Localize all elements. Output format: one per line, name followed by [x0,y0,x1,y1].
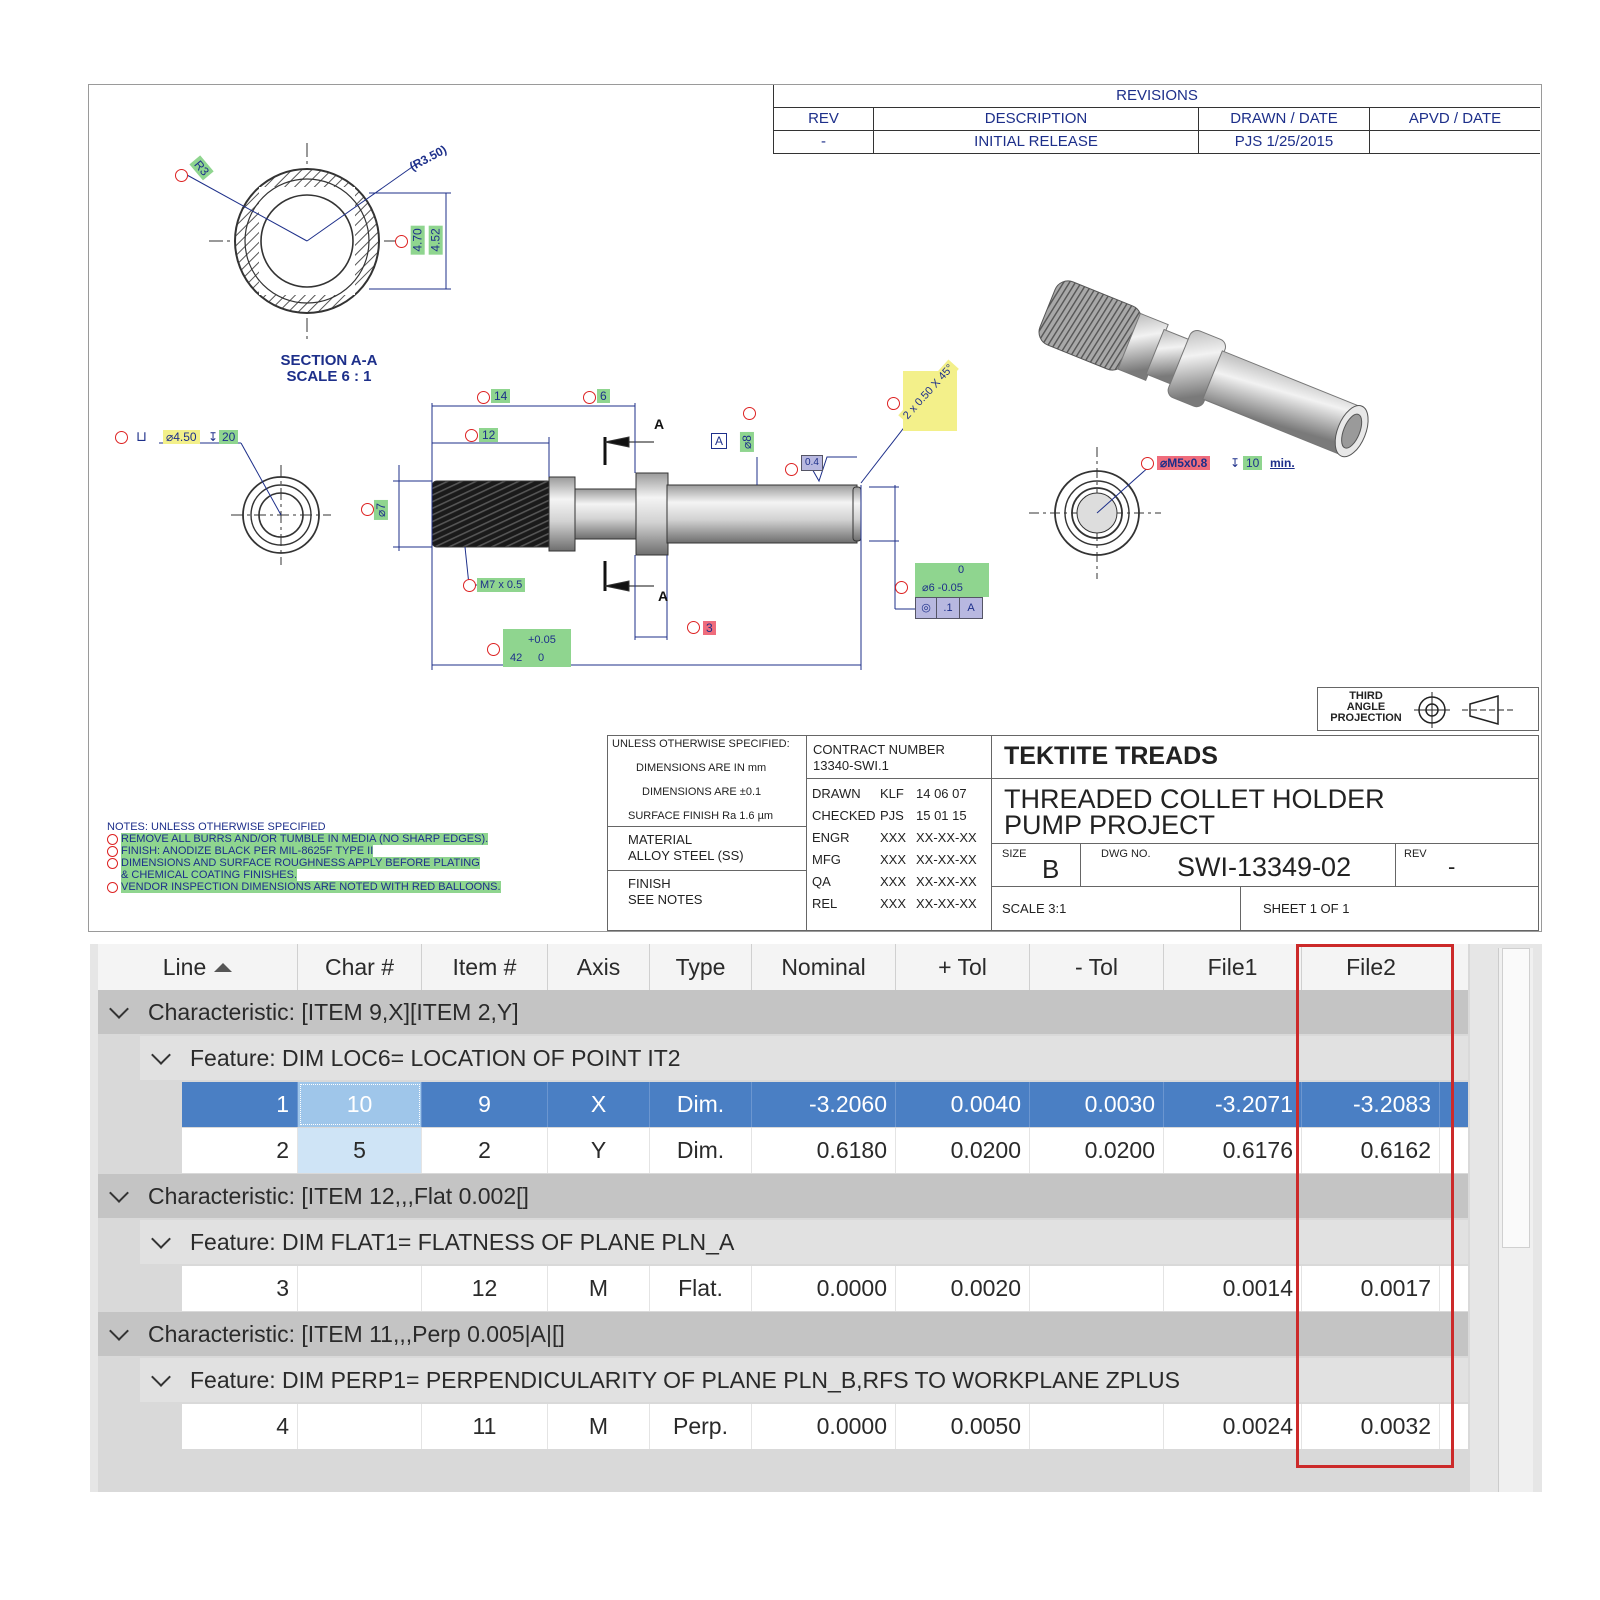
balloon-9 [785,463,798,476]
vertical-scrollbar[interactable] [1498,948,1533,1492]
balloon-8 [743,407,756,420]
dim-14: 14 [491,389,510,403]
balloon-1 [175,169,188,182]
cell-line[interactable]: 3 [182,1266,298,1311]
cell-file2[interactable]: -3.2083 [1302,1082,1440,1127]
cell-type[interactable]: Dim. [650,1082,752,1127]
dwg-no-label: DWG NO. [1101,848,1151,860]
characteristic-label: Characteristic: [ITEM 9,X][ITEM 2,Y] [148,999,519,1025]
chevron-down-icon[interactable] [109,1183,129,1203]
section-title: SECTION A-A [280,352,378,369]
chevron-down-icon[interactable] [109,1321,129,1341]
concentricity-datum: A [967,602,975,614]
scale-value: SCALE 3:1 [1002,901,1067,916]
cell-item[interactable]: 9 [422,1082,548,1127]
cell-nominal[interactable]: 0.6180 [752,1128,896,1173]
approval-role: CHECKED [812,808,876,823]
dims-in-mm: DIMENSIONS ARE IN mm [636,762,767,774]
approval-date: XX-XX-XX [916,852,977,867]
balloon-3 [115,431,128,444]
drawing-title-1: THREADED COLLET HOLDER [1004,784,1385,814]
chevron-down-icon[interactable] [109,999,129,1019]
depth-icon: ↧ [208,430,219,444]
cell-file1[interactable]: 0.6176 [1164,1128,1302,1173]
sheet-value: SHEET 1 OF 1 [1263,901,1350,916]
characteristic-label: Characteristic: [ITEM 11,,,Perp 0.005|A|[] [148,1321,565,1347]
note-line-1: REMOVE ALL BURRS AND/OR TUMBLE IN MEDIA (NO SHARP EDGES). [107,833,501,845]
tolerance-block [607,735,807,931]
title-block [607,735,1539,931]
dim-bore-depth: 20 [219,430,238,444]
note-balloon-icon [107,882,118,893]
size-value: B [1042,854,1060,884]
section-scale: SCALE 6 : 1 [286,368,372,385]
approval-role: ENGR [812,830,850,845]
cell-nominal[interactable]: 0.0000 [752,1266,896,1311]
feature-row-1[interactable] [140,1036,1468,1080]
approval-row [812,849,992,871]
approval-row [812,871,992,893]
table-row[interactable] [182,1404,1468,1449]
rev-header: REV [774,108,874,130]
contract-block [806,735,992,779]
tap-depth-icon: ↧ [1230,456,1241,470]
dims-tolerance: DIMENSIONS ARE ±0.1 [642,786,762,798]
counterbore-icon: ⊔ [136,428,147,444]
dim-r3: R3 [189,155,213,180]
contract-value: 13340-SWI.1 [813,758,889,773]
dim-tap-min: min. [1270,456,1295,470]
dim-d8: ⌀8 [740,432,754,452]
cell-axis[interactable]: Y [548,1128,650,1173]
rev-label: REV [1404,848,1427,860]
material-value: ALLOY STEEL (SS) [628,848,744,863]
cell-char[interactable] [298,1404,422,1449]
cell-axis[interactable]: M [548,1404,650,1449]
balloon-5 [583,391,596,404]
cell-item[interactable]: 2 [422,1128,548,1173]
description-value: INITIAL RELEASE [874,131,1199,153]
approval-role: QA [812,874,831,889]
cell-ptol[interactable]: 0.0200 [896,1128,1030,1173]
concentricity-icon: ◎ [916,598,937,618]
drawing-title-2: PUMP PROJECT [1004,810,1216,840]
dim-chamfer: 2 x 0.50 X 45° [898,359,959,424]
dim-d7: ⌀7 [374,500,388,520]
unless-specified: UNLESS OTHERWISE SPECIFIED: [612,738,790,750]
cell-line[interactable]: 1 [182,1082,298,1127]
approval-role: DRAWN [812,786,861,801]
col-ptol-header[interactable]: + Tol [896,944,1030,990]
balloon-7 [361,503,374,516]
cell-type[interactable]: Dim. [650,1128,752,1173]
cell-file2[interactable]: 0.0017 [1302,1266,1440,1311]
dwg-no-value: SWI-13349-02 [1177,852,1352,882]
table-row[interactable] [182,1082,1468,1127]
approval-role: MFG [812,852,841,867]
col-nominal-header[interactable]: Nominal [752,944,896,990]
feature-label: Feature: DIM PERP1= PERPENDICULARITY OF PLANE PLN_B,RFS TO WORKPLANE ZPLUS [190,1367,1180,1393]
note-line-2: FINISH: ANODIZE BLACK PER MIL-8625F TYPE II [107,845,501,857]
table-row[interactable] [182,1128,1468,1173]
rev-cell [1395,843,1539,887]
dim-470: 4.70 [411,225,425,254]
sheet-cell [1240,886,1539,931]
cell-file1[interactable]: 0.0014 [1164,1266,1302,1311]
balloon-4 [477,391,490,404]
cell-ntol[interactable] [1030,1404,1164,1449]
col-type-header[interactable]: Type [650,944,752,990]
cell-ptol[interactable]: 0.0050 [896,1404,1030,1449]
rev-value: - [774,131,874,153]
feature-label: Feature: DIM FLAT1= FLATNESS OF PLANE PLN_A [190,1229,735,1255]
dim-452: 4.52 [429,225,443,254]
balloon-11 [895,581,908,594]
balloon-15 [1141,457,1154,470]
projection-symbol-icon [1412,690,1532,730]
note-line-4: & CHEMICAL COATING FINISHES. [121,869,298,881]
approval-name: XXX [880,896,907,911]
engineering-drawing [88,84,1542,932]
third-angle-line-2: ANGLE [1346,701,1386,713]
dwg-no-cell [1080,843,1396,887]
dim-12: 12 [479,428,498,442]
rev-value-tb: - [1448,854,1456,879]
drawn-date-header: DRAWN / DATE [1199,108,1370,130]
concentricity-tol: .1 [937,598,960,618]
dim-bore: ⌀4.50 [163,430,200,444]
cell-axis[interactable]: X [548,1082,650,1127]
cell-line[interactable]: 4 [182,1404,298,1449]
size-cell [991,843,1081,887]
section-marker-top: A [654,416,665,432]
feature-row-2[interactable] [140,1220,1468,1264]
characteristic-row-2[interactable] [98,1174,1468,1218]
cell-char[interactable]: 10 [298,1082,422,1127]
drawn-date-value: PJS 1/25/2015 [1199,131,1370,153]
cell-ntol[interactable] [1030,1266,1164,1311]
company-name: TEKTITE TREADS [1004,742,1218,770]
approval-row [812,783,992,805]
cell-ntol[interactable]: 0.0200 [1030,1128,1164,1173]
grid-header [98,944,1468,991]
approval-role: REL [812,896,838,911]
section-a-a-label [229,353,429,385]
dim-d6-tol-top: 0 [958,564,965,576]
cell-ptol[interactable]: 0.0040 [896,1082,1030,1127]
col-ntol-header[interactable]: - Tol [1030,944,1164,990]
approval-name: XXX [880,874,907,889]
comparison-grid [90,944,1542,1492]
cell-axis[interactable]: M [548,1266,650,1311]
characteristic-row-1[interactable] [98,990,1468,1034]
balloon-2 [395,235,408,248]
cell-file2[interactable]: 0.0032 [1302,1404,1440,1449]
balloon-14 [463,579,476,592]
balloon-10 [887,397,900,410]
feature-label: Feature: DIM LOC6= LOCATION OF POINT IT2 [190,1045,681,1071]
balloon-13 [687,621,700,634]
dim-6: 6 [597,389,610,403]
scale-cell [991,886,1241,931]
approval-date: 14 06 07 [916,786,967,801]
approval-name: XXX [880,852,907,867]
approval-name: PJS [880,808,904,823]
approval-date: XX-XX-XX [916,830,977,845]
finish-label: FINISH [628,876,671,891]
drawing-notes [107,821,501,893]
balloon-6 [465,429,478,442]
col-file2-header[interactable]: File2 [1346,954,1396,980]
cell-item[interactable]: 12 [422,1266,548,1311]
third-angle-projection [1317,687,1539,731]
cell-line[interactable]: 2 [182,1128,298,1173]
col-line-header[interactable]: Line [98,944,298,990]
dim-r350: (R3.50) [407,142,449,174]
approval-date: 15 01 15 [916,808,967,823]
chevron-down-icon[interactable] [151,1045,171,1065]
dim-d6-tol: ⌀6 -0.05 [922,582,963,594]
cell-ntol[interactable]: 0.0030 [1030,1082,1164,1127]
col-char-header[interactable]: Char # [298,944,422,990]
title-cell [991,778,1539,844]
apvd-date-header: APVD / DATE [1408,110,1502,127]
note-line-3: DIMENSIONS AND SURFACE ROUGHNESS APPLY BEFORE PLATING [107,857,501,869]
cell-nominal[interactable]: 0.0000 [752,1404,896,1449]
cell-nominal[interactable]: -3.2060 [752,1082,896,1127]
approvals-list [812,783,992,915]
revisions-title: REVISIONS [774,85,1540,108]
material-label: MATERIAL [628,832,693,847]
surface-roughness: 0.4 [801,455,823,471]
datum-a-box: A [711,433,727,449]
approval-row [812,805,992,827]
approval-name: KLF [880,786,904,801]
third-angle-line-1: THIRD [1349,690,1383,702]
cell-file2[interactable]: 0.6162 [1302,1128,1440,1173]
size-label: SIZE [1002,848,1027,860]
dim-42: 42 [510,652,523,664]
cell-file1[interactable]: 0.0024 [1164,1404,1302,1449]
dim-42-tol-top: +0.05 [528,634,556,646]
characteristic-label: Characteristic: [ITEM 12,,,Flat 0.002[] [148,1183,529,1209]
approval-name: XXX [880,830,907,845]
cell-type[interactable]: Flat. [650,1266,752,1311]
note-balloon-icon [107,858,118,869]
dim-tap: ⌀M5x0.8 [1157,456,1210,470]
dim-thread: M7 x 0.5 [477,578,525,592]
cell-type[interactable]: Perp. [650,1404,752,1449]
approval-date: XX-XX-XX [916,874,977,889]
section-marker-bottom: A [658,588,669,604]
approval-row [812,893,992,915]
col-axis-header[interactable]: Axis [548,944,650,990]
finish-value: SEE NOTES [628,892,703,907]
col-file1-header[interactable]: File1 [1164,944,1302,990]
cell-ptol[interactable]: 0.0020 [896,1266,1030,1311]
third-angle-line-3: PROJECTION [1330,712,1402,724]
note-balloon-icon [107,834,118,845]
description-header: DESCRIPTION [874,108,1199,130]
feature-row-3[interactable] [140,1358,1468,1402]
cell-char[interactable] [298,1266,422,1311]
dim-tap-depth: 10 [1243,456,1262,470]
dim-3: 3 [703,621,716,635]
note-line-5: VENDOR INSPECTION DIMENSIONS ARE NOTED WITH RED BALLOONS. [107,881,501,893]
table-row[interactable] [182,1266,1468,1311]
note-balloon-icon [107,846,118,857]
surface-finish: SURFACE FINISH Ra 1.6 µm [628,810,774,822]
cell-char[interactable]: 5 [298,1128,422,1173]
end-view-left [159,443,331,565]
chevron-down-icon[interactable] [151,1367,171,1387]
col-item-header[interactable]: Item # [422,944,548,990]
sort-ascending-icon [214,963,232,972]
balloon-12 [487,643,500,656]
contract-label: CONTRACT NUMBER [813,742,945,757]
isometric-view [1034,275,1378,470]
dim-42-tol-bot: 0 [538,652,545,664]
approval-row [812,827,992,849]
chevron-down-icon[interactable] [151,1229,171,1249]
approval-date: XX-XX-XX [916,896,977,911]
company-block [991,735,1539,779]
cell-file1[interactable]: -3.2071 [1164,1082,1302,1127]
concentricity-frame [915,597,983,619]
cell-item[interactable]: 11 [422,1404,548,1449]
characteristic-row-3[interactable] [98,1312,1468,1356]
notes-title: NOTES: UNLESS OTHERWISE SPECIFIED [107,821,326,833]
scrollbar-thumb[interactable] [1502,948,1530,1248]
